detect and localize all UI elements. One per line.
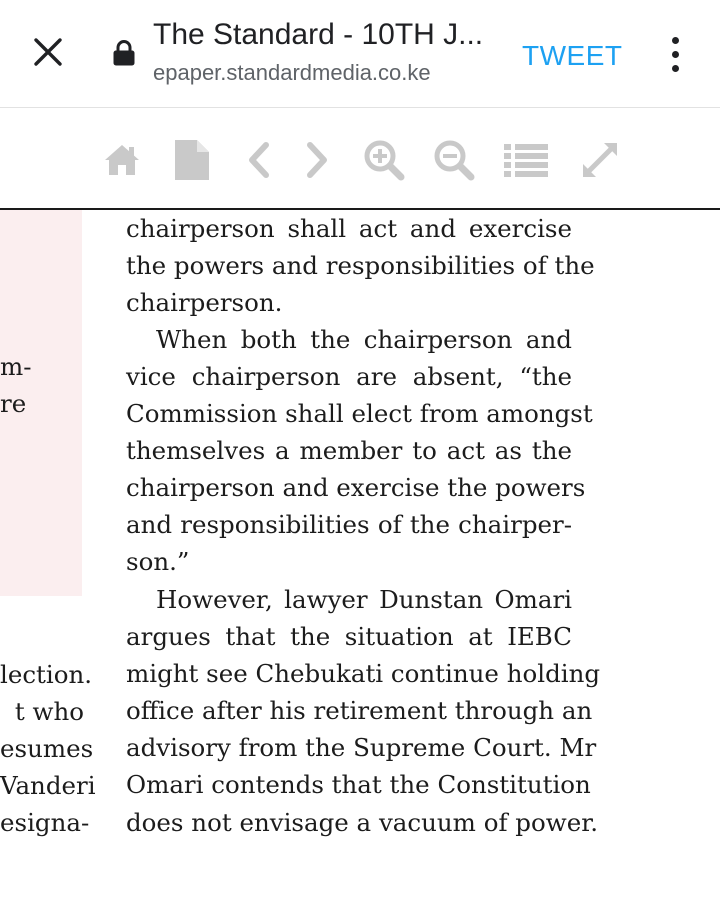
home-button[interactable] xyxy=(100,138,144,182)
article-line: advisory from the Supreme Court. Mr xyxy=(126,733,597,762)
article-line: chairperson. xyxy=(126,288,283,317)
page-list-button[interactable] xyxy=(504,138,548,182)
newspaper-page[interactable] xyxy=(0,208,720,917)
article-line: the powers and responsibilities of the xyxy=(126,251,595,280)
tweet-button[interactable]: TWEET xyxy=(522,40,623,71)
list-icon xyxy=(503,142,549,178)
zoom-in-icon xyxy=(363,139,405,181)
more-vert-icon xyxy=(672,37,679,44)
article-line: lection. xyxy=(0,660,93,689)
article-line: Commission shall elect from amongst xyxy=(126,399,593,428)
article-line: office after his retirement through an xyxy=(126,696,593,725)
article-line: t who xyxy=(14,697,84,726)
article-line: and responsibilities of the chairper- xyxy=(126,510,572,539)
zoom-in-button[interactable] xyxy=(362,138,406,182)
page-button[interactable] xyxy=(170,138,214,182)
next-page-button[interactable] xyxy=(296,138,340,182)
more-options-button[interactable] xyxy=(660,30,690,78)
article-line: does not envisage a vacuum of power. xyxy=(126,808,599,837)
page-url: epaper.standardmedia.co.ke xyxy=(153,60,431,85)
article-line: chairperson and exercise the powers xyxy=(126,473,586,502)
page-title: The Standard - 10TH J... xyxy=(153,18,484,51)
home-icon xyxy=(102,142,142,178)
article-line: son.” xyxy=(126,547,190,576)
article-line: esigna- xyxy=(0,808,90,837)
zoom-out-icon xyxy=(433,139,475,181)
previous-page-button[interactable] xyxy=(236,138,280,182)
article-line: esumes xyxy=(0,734,94,763)
zoom-out-button[interactable] xyxy=(432,138,476,182)
article-line: vice chairperson are absent, “the xyxy=(126,362,572,391)
chevron-left-icon xyxy=(244,141,272,179)
fullscreen-icon xyxy=(580,140,620,180)
article-line: However, lawyer Dunstan Omari xyxy=(156,585,572,614)
app-bar xyxy=(0,0,720,108)
article-line: When both the chairperson and xyxy=(156,325,572,354)
article-line: argues that the situation at IEBC xyxy=(126,622,572,651)
fullscreen-button[interactable] xyxy=(578,138,622,182)
article-line: Omari contends that the Constitution xyxy=(126,770,591,799)
viewer-toolbar xyxy=(0,108,720,208)
article-line: themselves a member to act as the xyxy=(126,436,572,465)
page-icon xyxy=(173,139,211,181)
article-line: might see Chebukati continue holding xyxy=(126,659,601,688)
article-line: m- xyxy=(0,352,32,381)
article-line: re xyxy=(0,389,27,418)
article-line: chairperson shall act and exercise xyxy=(126,214,572,243)
chevron-right-icon xyxy=(304,141,332,179)
close-button[interactable] xyxy=(24,28,72,76)
article-line: Vanderi xyxy=(0,771,96,800)
close-icon xyxy=(33,37,63,67)
lock-icon xyxy=(112,40,136,66)
